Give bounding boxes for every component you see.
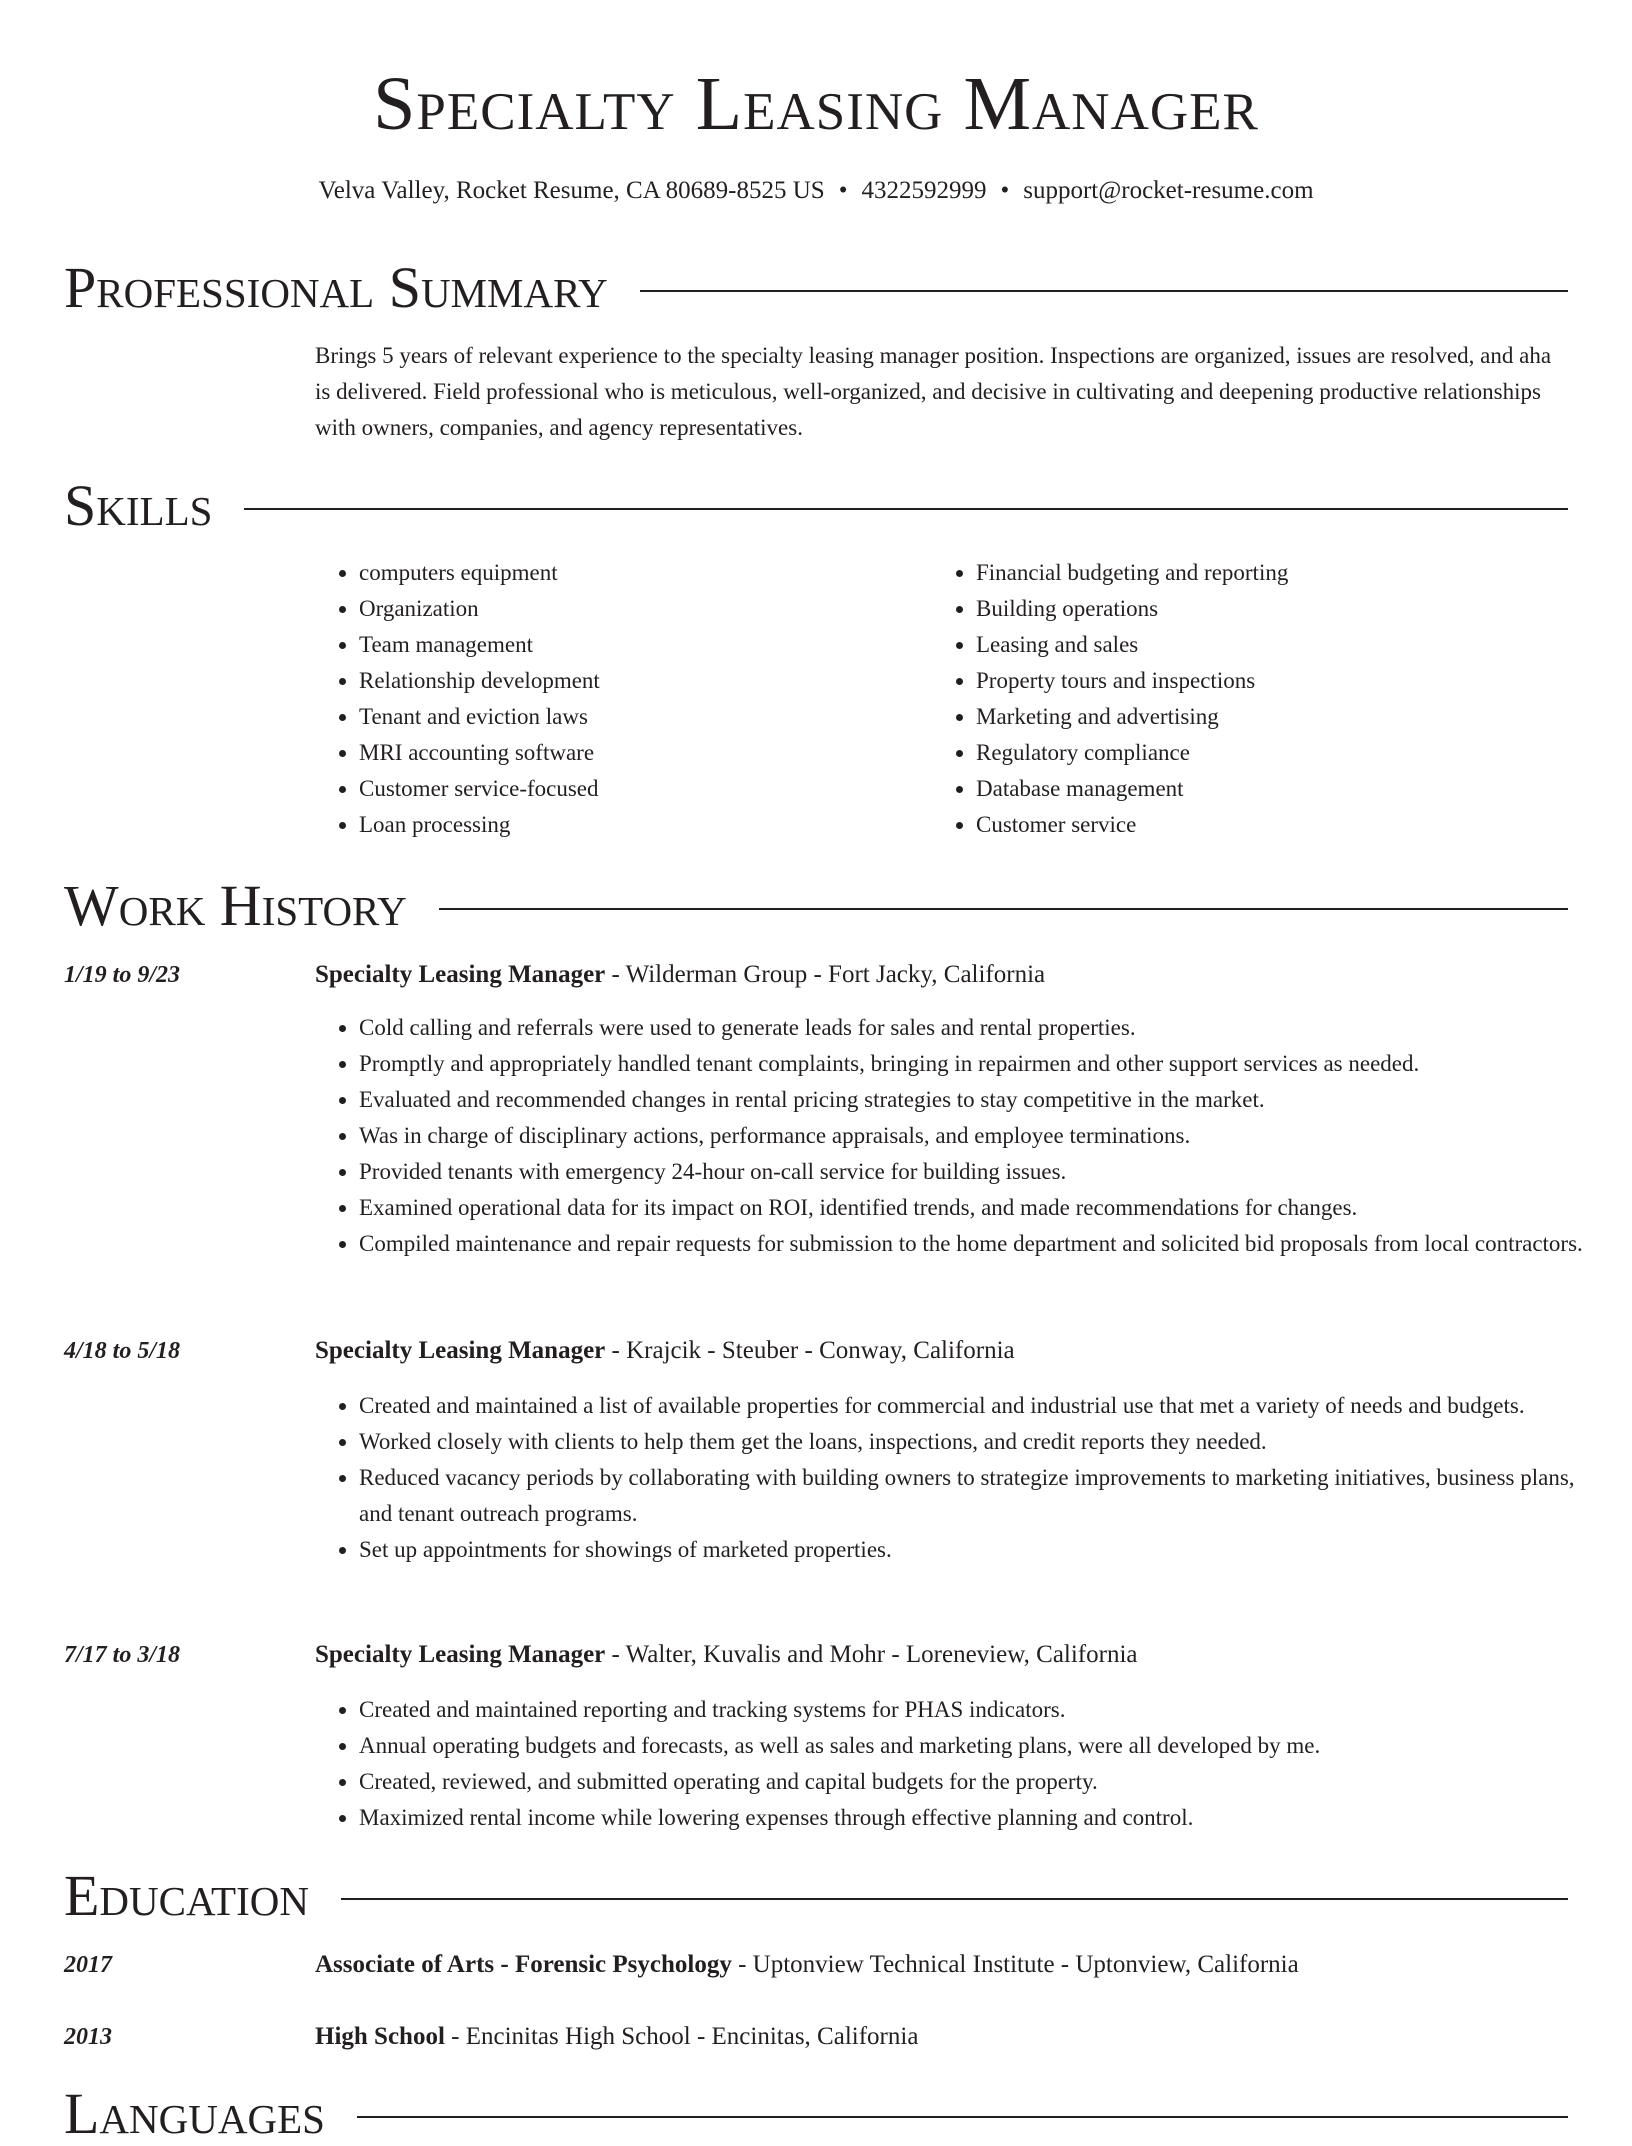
- job-title: Specialty Leasing Manager: [315, 1337, 606, 1364]
- section-header-work: [64, 873, 1568, 938]
- job-bullet: • Maximized rental income while lowering expenses through effective planning and control.: [359, 1800, 1612, 1836]
- section-title-languages: Languages: [64, 2081, 325, 2146]
- skill-item: • Property tours and inspections: [976, 663, 1536, 699]
- section-divider: [341, 1898, 1568, 1900]
- education-year: 2017: [64, 1952, 112, 1978]
- section-title-education: Education: [64, 1863, 309, 1928]
- skill-item: • Customer service: [976, 807, 1536, 843]
- education-entry: [315, 2020, 1568, 2054]
- skill-item: • Financial budgeting and reporting: [976, 555, 1536, 591]
- contact-email: support@rocket-resume.com: [1023, 177, 1314, 204]
- job-bullet: • Cold calling and referrals were used to generate leads for sales and rental properties.: [359, 1010, 1612, 1046]
- skills-list-left: [315, 555, 919, 843]
- job-bullet: • Worked closely with clients to help them get the loans, inspections, and credit reports they needed.: [359, 1424, 1612, 1460]
- job-dates: 1/19 to 9/23: [64, 962, 181, 988]
- section-title-summary: Professional Summary: [64, 255, 608, 320]
- job-title: Specialty Leasing Manager: [315, 961, 606, 988]
- section-header-skills: [64, 473, 1568, 538]
- skill-item: • Team management: [359, 627, 919, 663]
- job-bullet: • Promptly and appropriately handled tenant complaints, bringing in repairmen and other support services as needed.: [359, 1046, 1612, 1082]
- skill-item: • Customer service-focused: [359, 771, 919, 807]
- job-bullet: • Reduced vacancy periods by collaborating with building owners to strategize improvements to marketing initiatives, business plans, and tenant outreach programs.: [359, 1460, 1612, 1532]
- skill-item: • Marketing and advertising: [976, 699, 1536, 735]
- resume-title: Specialty Leasing Manager: [373, 62, 1259, 146]
- job-heading: [315, 1638, 1568, 1672]
- skill-item: • Loan processing: [359, 807, 919, 843]
- skills-list-right: [932, 555, 1536, 843]
- job-title: Specialty Leasing Manager: [315, 1641, 606, 1668]
- education-school: - Uptonview Technical Institute - Uptonview, California: [731, 1951, 1299, 1978]
- section-divider: [640, 290, 1568, 292]
- section-header-summary: [64, 255, 1568, 320]
- job-company: - Walter, Kuvalis and Mohr - Loreneview, California: [605, 1641, 1138, 1668]
- job-company: - Krajcik - Steuber - Conway, California: [605, 1337, 1015, 1364]
- summary-text: Brings 5 years of relevant experience to the specialty leasing manager position. Inspections are organized, issues are resolved, and aha is delivered. Field professional who is meticulous, well-organized, and decisive in cultivating and deepening productive relationships with owners, companies, and agency representatives.: [315, 343, 1552, 440]
- education-entry: [315, 1948, 1568, 1982]
- job-heading: [315, 1334, 1568, 1368]
- contact-separator: •: [1000, 177, 1010, 204]
- education-degree: Associate of Arts - Forensic Psychology: [315, 1951, 732, 1978]
- job-bullet: • Examined operational data for its impact on ROI, identified trends, and made recommendations for changes.: [359, 1190, 1612, 1226]
- education-year: 2013: [64, 2024, 112, 2050]
- skill-item: • Tenant and eviction laws: [359, 699, 919, 735]
- job-bullet: • Provided tenants with emergency 24-hour on-call service for building issues.: [359, 1154, 1612, 1190]
- skill-item: • computers equipment: [359, 555, 919, 591]
- skill-item: • Organization: [359, 591, 919, 627]
- section-header-languages: [64, 2081, 1568, 2146]
- job-bullets: [315, 1692, 1612, 1836]
- job-bullet: • Created, reviewed, and submitted operating and capital budgets for the property.: [359, 1764, 1612, 1800]
- section-divider: [244, 508, 1568, 510]
- contact-address: Velva Valley, Rocket Resume, CA 80689-8525 US: [318, 177, 825, 204]
- job-bullet: • Was in charge of disciplinary actions, performance appraisals, and employee terminations.: [359, 1118, 1612, 1154]
- skill-item: • Building operations: [976, 591, 1536, 627]
- skill-item: • Regulatory compliance: [976, 735, 1536, 771]
- job-bullets: [315, 1010, 1612, 1262]
- contact-separator: •: [838, 177, 848, 204]
- job-bullet: • Annual operating budgets and forecasts, as well as sales and marketing plans, were all developed by me.: [359, 1728, 1612, 1764]
- job-bullet: • Compiled maintenance and repair requests for submission to the home department and solicited bid proposals from local contractors.: [359, 1226, 1612, 1262]
- job-bullet: • Created and maintained a list of available properties for commercial and industrial use that met a variety of needs and budgets.: [359, 1388, 1612, 1424]
- skill-item: • Relationship development: [359, 663, 919, 699]
- section-divider: [357, 2116, 1568, 2118]
- job-bullet: • Evaluated and recommended changes in rental pricing strategies to stay competitive in the market.: [359, 1082, 1612, 1118]
- job-dates: 7/17 to 3/18: [64, 1642, 181, 1668]
- contact-phone: 4322592999: [861, 177, 987, 204]
- skill-item: • Database management: [976, 771, 1536, 807]
- skill-item: • Leasing and sales: [976, 627, 1536, 663]
- job-bullets: [315, 1388, 1612, 1568]
- contact-line: [0, 174, 1632, 208]
- job-dates: 4/18 to 5/18: [64, 1338, 181, 1364]
- section-header-education: [64, 1863, 1568, 1928]
- section-title-work: Work History: [64, 873, 407, 938]
- job-company: - Wilderman Group - Fort Jacky, California: [605, 961, 1046, 988]
- skill-item: • MRI accounting software: [359, 735, 919, 771]
- job-bullet: • Created and maintained reporting and tracking systems for PHAS indicators.: [359, 1692, 1612, 1728]
- education-degree: High School: [315, 2023, 445, 2050]
- job-bullet: • Set up appointments for showings of marketed properties.: [359, 1532, 1612, 1568]
- section-divider: [439, 908, 1568, 910]
- education-school: - Encinitas High School - Encinitas, California: [444, 2023, 919, 2050]
- job-heading: [315, 958, 1568, 992]
- section-title-skills: Skills: [64, 473, 213, 538]
